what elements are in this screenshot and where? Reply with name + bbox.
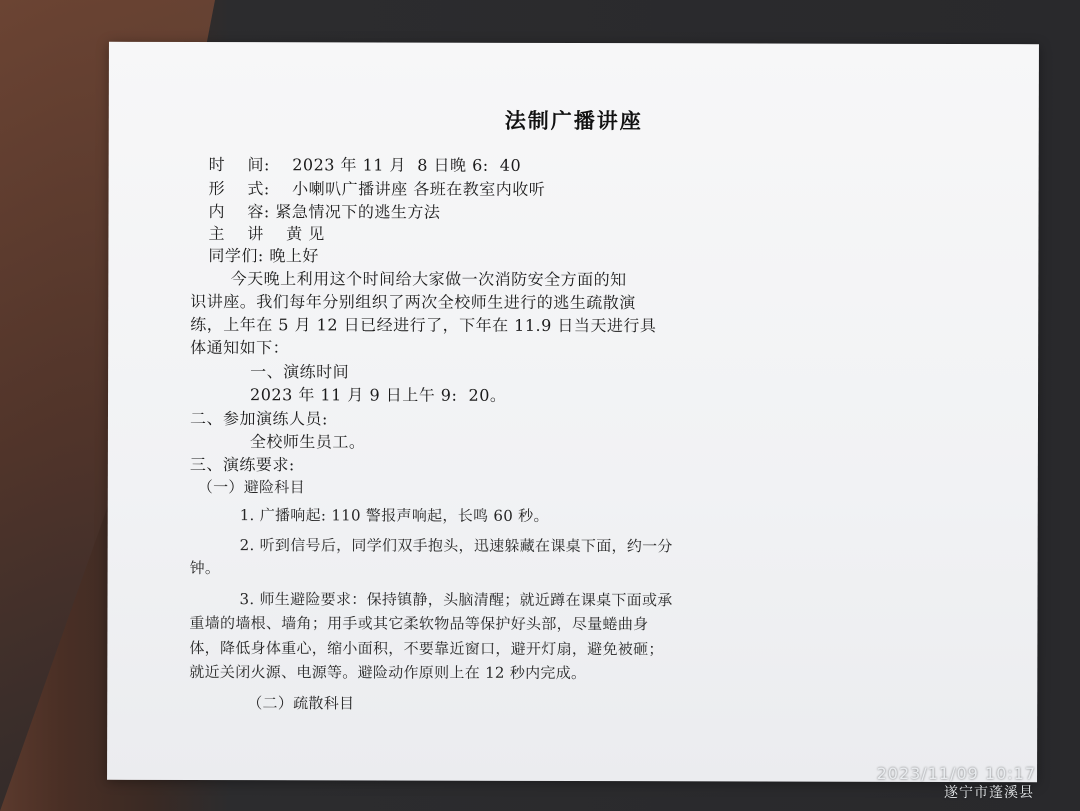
intro-line: 识讲座。我们每年分别组织了两次全校师生进行的逃生疏散演 [190, 291, 636, 313]
speaker-line: 主 讲 黄 见 [208, 224, 325, 244]
document-title: 法制广播讲座 [504, 107, 643, 134]
form-line: 形 式: 小喇叭广播讲座 各班在教室内收听 [208, 179, 546, 199]
item3-line: 就近关闭火源、电源等。避险动作原则上在 12 秒内完成。 [189, 662, 587, 683]
photo-timestamp: 2023/11/09 10:17 [876, 764, 1036, 783]
item3-line: 3. 师生避险要求：保持镇静，头脑清醒；就近蹲在课桌下面或承 [239, 590, 673, 610]
item3-line: 体，降低身体重心，缩小面积，不要靠近窗口，避开灯扇，避免被砸； [189, 638, 664, 659]
intro-line: 练，上年在 5 月 12 日已经进行了，下年在 11.9 日当天进行具 [190, 314, 657, 336]
item1: 1. 广播响起: 110 警报声响起，长鸣 60 秒。 [239, 506, 549, 525]
item3-line: 重墙的墙根、墙角；用手或其它柔软物品等保护好头部，尽量蜷曲身 [189, 613, 649, 634]
section2-value: 全校师生员工。 [249, 432, 366, 452]
section2-title: 二、参加演练人员: [189, 408, 328, 429]
item2-line: 钟。 [189, 558, 221, 578]
section3-title: 三、演练要求: [189, 454, 295, 475]
content-line: 内 容: 紧急情况下的逃生方法 [208, 202, 441, 222]
intro-line: 今天晚上利用这个时间给大家做一次消防安全方面的知 [208, 269, 627, 290]
document-sheet [107, 42, 1039, 782]
time-line: 时 间: 2023 年 11 月 8 日晚 6: 40 [208, 155, 522, 175]
intro-line: 体通知如下： [190, 337, 290, 358]
photo-location: 遂宁市蓬溪县 [944, 785, 1034, 801]
sub2-title: （二）疏散科目 [247, 694, 355, 713]
section1-value: 2023 年 11 月 9 日上午 9: 20。 [250, 385, 507, 405]
greeting-line: 同学们: 晚上好 [208, 246, 319, 266]
section1-title: 一、演练时间 [250, 362, 350, 382]
sub1-title: （一）避险科目 [197, 478, 305, 497]
item2-line: 2. 听到信号后，同学们双手抱头，迅速躲藏在课桌下面，约一分 [239, 536, 673, 556]
